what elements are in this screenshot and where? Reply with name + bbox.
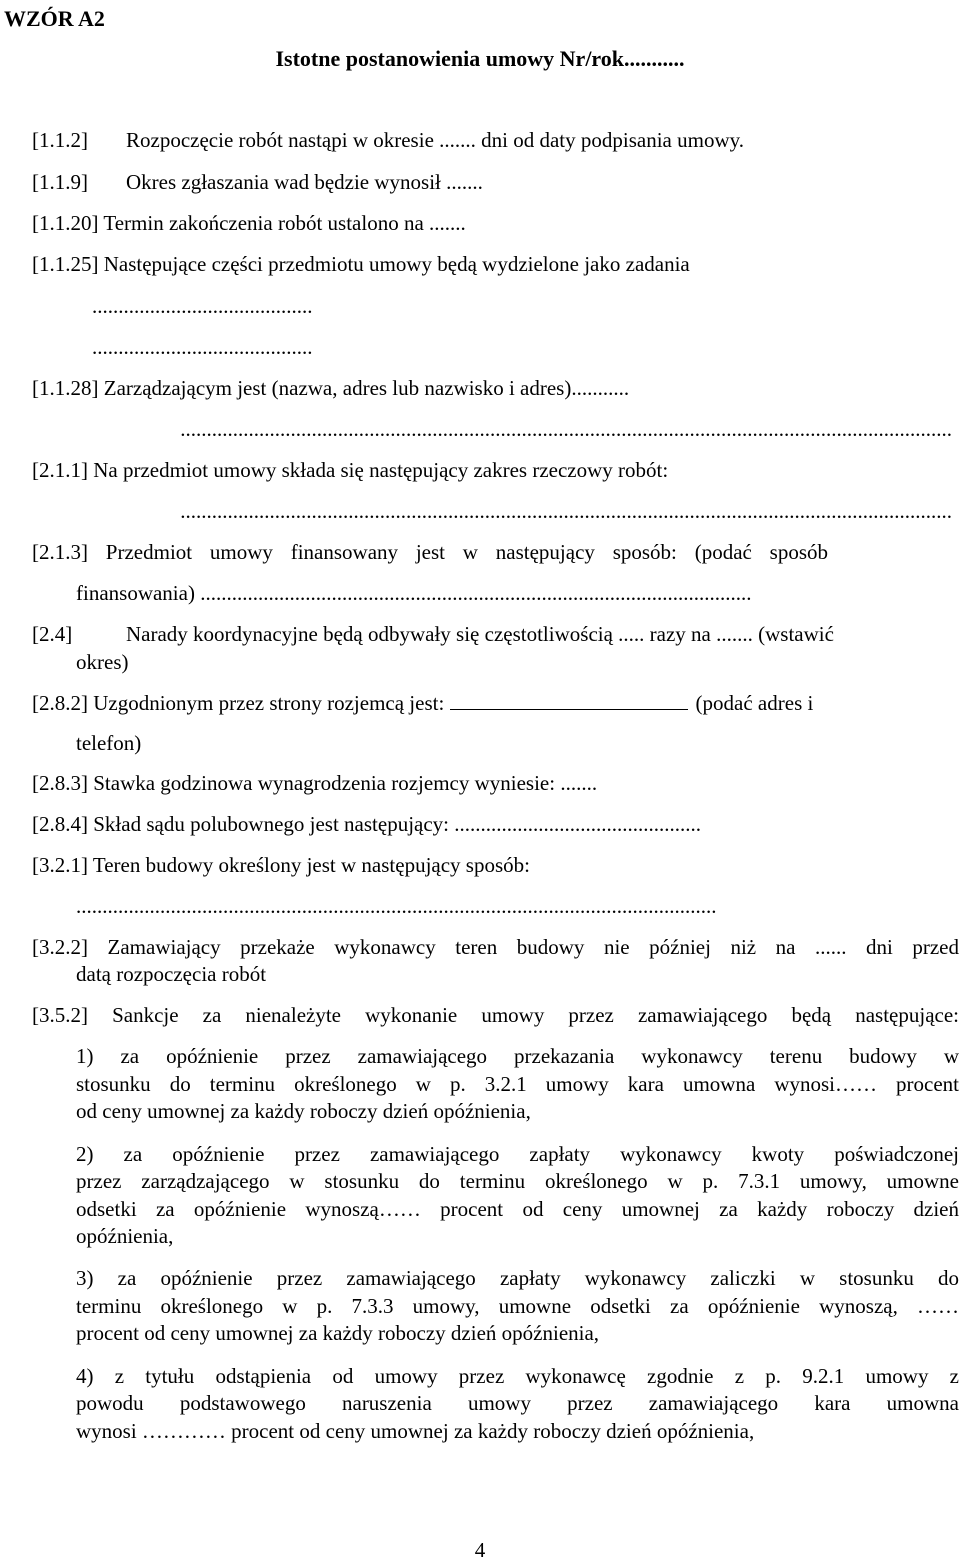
clause-number: [2.4] — [32, 622, 73, 646]
clause-number: [1.1.2] — [32, 128, 88, 152]
sanction-1-line-2: stosunku do terminu określonego w p. 3.2.1 umowy kara umowna wynosi…… procent — [76, 1072, 959, 1096]
sanction-1-line-1: 1) za opóźnienie przez zamawiającego przekazania wykonawcy terenu budowy w — [76, 1044, 959, 1068]
clause-text: (podać adres i — [695, 691, 814, 715]
blank-dots: .......................................... — [92, 335, 313, 359]
template-label: WZÓR A2 — [4, 6, 105, 31]
clause-2-8-2 — [32, 691, 813, 716]
clause-2-1-3-continued: finansowania) ......................................................................................................... — [76, 581, 752, 605]
blank-dots: .......................................................................................................................... — [76, 894, 717, 918]
clause-text: Okres zgłaszania wad będzie wynosił ....... — [126, 170, 483, 194]
sanction-4-line-1: 4) z tytułu odstąpienia od umowy przez wykonawcę zgodnie z p. 9.2.1 umowy z — [76, 1364, 959, 1388]
clause-1-1-25: [1.1.25] Następujące części przedmiotu umowy będą wydzielone jako zadania — [32, 252, 690, 276]
sanction-3-line-2: terminu określonego w p. 7.3.3 umowy, umowne odsetki za opóźnienie wynoszą, …… — [76, 1294, 959, 1318]
clause-3-2-2: [3.2.2] Zamawiający przekaże wykonawcy teren budowy nie później niż na ...... dni przed — [32, 935, 959, 959]
sanction-2-line-1: 2) za opóźnienie przez zamawiającego zapłaty wykonawcy kwoty poświadczonej — [76, 1142, 959, 1166]
sanction-4-line-2: powodu podstawowego naruszenia umowy przez zamawiającego kara umowna — [76, 1391, 959, 1415]
sanction-1-line-3: od ceny umownej za każdy roboczy dzień opóźnienia, — [76, 1099, 531, 1123]
blank-dots: ................................................................................................................................................... — [180, 417, 952, 441]
clause-2-8-2-continued: telefon) — [76, 731, 142, 755]
clause-1-1-9 — [32, 170, 483, 195]
clause-2-1-3: [2.1.3] Przedmiot umowy finansowany jest w następujący sposób: (podać sposób — [32, 540, 828, 564]
blank-dots: .......................................... — [92, 294, 313, 318]
sanction-3-line-1: 3) za opóźnienie przez zamawiającego zapłaty wykonawcy zaliczki w stosunku do — [76, 1266, 959, 1290]
blank-dots: ................................................................................................................................................... — [180, 499, 952, 523]
clause-2-4-continued: okres) — [76, 650, 129, 674]
clause-1-1-28: [1.1.28] Zarządzającym jest (nazwa, adres lub nazwisko i adres)........... — [32, 376, 630, 400]
sanction-4-line-3: wynosi ………… procent od ceny umownej za każdy roboczy dzień opóźnienia, — [76, 1419, 755, 1443]
sanction-3-line-3: procent od ceny umownej za każdy roboczy dzień opóźnienia, — [76, 1321, 600, 1345]
clause-text: Narady koordynacyjne będą odbywały się częstotliwością ..... razy na ....... (wstawić — [126, 622, 834, 646]
clause-2-8-4: [2.8.4] Skład sądu polubownego jest następujący: ............................................... — [32, 812, 702, 836]
clause-2-8-3: [2.8.3] Stawka godzinowa wynagrodzenia rozjemcy wyniesie: ....... — [32, 771, 598, 795]
clause-number: [1.1.9] — [32, 170, 88, 194]
sanction-2-line-2: przez zarządzającego w stosunku do terminu określonego w p. 7.3.1 umowy, umowne — [76, 1169, 959, 1193]
clause-text: Rozpoczęcie robót nastąpi w okresie ....... dni od daty podpisania umowy. — [126, 128, 744, 152]
sanction-2-line-3: odsetki za opóźnienie wynoszą…… procent od ceny umownej za każdy roboczy dzień — [76, 1197, 959, 1221]
clause-1-1-2 — [32, 128, 744, 153]
clause-text: [2.8.2] Uzgodnionym przez strony rozjemcą jest: — [32, 691, 445, 715]
sanction-2-line-4: opóźnienia, — [76, 1224, 174, 1248]
clause-2-4 — [32, 622, 834, 647]
page-number: 4 — [474, 1538, 486, 1562]
clause-3-2-1: [3.2.1] Teren budowy określony jest w następujący sposób: — [32, 853, 530, 877]
clause-2-1-1: [2.1.1] Na przedmiot umowy składa się następujący zakres rzeczowy robót: — [32, 458, 669, 482]
clause-3-2-2-continued: datą rozpoczęcia robót — [76, 962, 267, 986]
blank-underline — [450, 691, 688, 710]
clause-1-1-20: [1.1.20] Termin zakończenia robót ustalono na ....... — [32, 211, 466, 235]
document-title: Istotne postanowienia umowy Nr/rok........... — [275, 46, 685, 71]
clause-3-5-2: [3.5.2] Sankcje za nienależyte wykonanie umowy przez zamawiającego będą następujące: — [32, 1003, 959, 1027]
